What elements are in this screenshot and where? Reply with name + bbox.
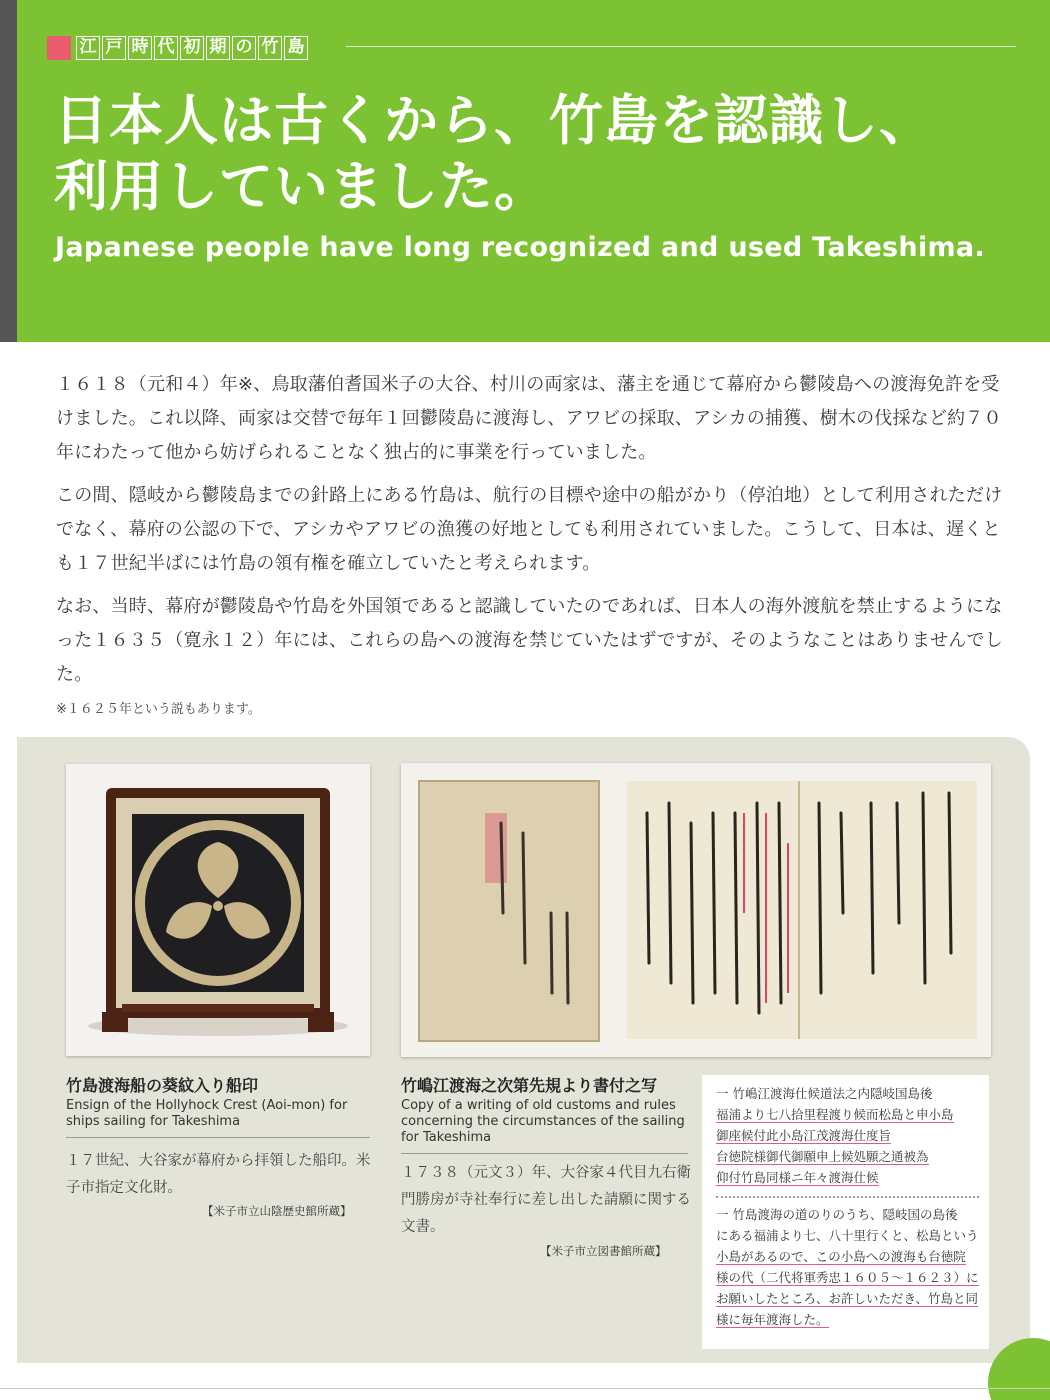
transcript-modern-line: 様の代（二代将軍秀忠１６０５〜１６２３）に <box>716 1270 979 1285</box>
transcript-original-line: 福浦より七八拾里程渡り候而松島と申小島 <box>716 1107 954 1122</box>
body-paragraph-3: なお、当時、幕府が鬱陵島や竹島を外国領であると認識していたのであれば、日本人の海外渡航を禁止するようになった１６３５（寛永１２）年には、これらの島への渡海を禁じていたはずですが、そのようなことはありませんでした。 <box>56 596 1003 685</box>
figure-right-rule <box>401 1153 688 1154</box>
transcript-original-line: 仰付竹島同様ニ年々渡海仕候 <box>716 1170 879 1185</box>
bottom-rule <box>0 1388 1050 1389</box>
figure-left-description: １７世紀、大谷家が幕府から拝領した船印。米子市指定文化財。 <box>66 1153 371 1196</box>
section-tag-char: 時 <box>128 36 152 60</box>
transcript-modern-line: にある福浦より七、八十里行くと、松島という <box>716 1228 979 1243</box>
transcript-original-line: 台徳院様御代御願申上候処願之通被為 <box>716 1149 929 1164</box>
section-tag-char: の <box>232 36 256 60</box>
document-illustration <box>401 763 991 1057</box>
section-tag <box>47 36 308 60</box>
body-paragraph-2: この間、隠岐から鬱陵島までの針路上にある竹島は、航行の目標や途中の船がかり（停泊地）として利用されただけでなく、幕府の公認の下で、アシカやアワビの漁獲の好地としても利用されていました。こうして、日本は、遅くとも１７世紀半ばには竹島の領有権を確立していたと考えられます。 <box>56 485 1003 574</box>
header-banner <box>0 0 1050 342</box>
transcript-modern-line: 様に毎年渡海した。 <box>716 1312 829 1327</box>
section-tag-char: 代 <box>154 36 178 60</box>
ensign-photo <box>66 764 370 1056</box>
figure-left-title-en: Ensign of the Hollyhock Crest (Aoi-mon) for ships sailing for Takeshima <box>66 1098 348 1129</box>
section-tag-char: 竹 <box>258 36 282 60</box>
transcript-modern-line: お願いしたところ、お許しいただき、竹島と同 <box>716 1291 979 1306</box>
figure-right-source: 【米子市立図書館所蔵】 <box>540 1244 667 1258</box>
figure-left-rule <box>66 1137 370 1138</box>
section-tag-char: 島 <box>284 36 308 60</box>
ensign-illustration <box>66 764 370 1056</box>
transcript-box <box>702 1075 989 1349</box>
section-tag-char: 期 <box>206 36 230 60</box>
transcript-divider <box>716 1196 979 1198</box>
section-tag-rule <box>346 46 1016 47</box>
figure-right-title-en: Copy of a writing of old customs and rules concerning the circumstances of the sailing for Takeshima <box>401 1098 685 1145</box>
section-tag-char: 江 <box>76 36 100 60</box>
figure-right-title: 竹嶋江渡海之次第先規より書付之写 <box>401 1076 658 1095</box>
page-title-jp <box>54 88 934 220</box>
body-paragraph-1: １６１８（元和４）年※、鳥取藩伯耆国米子の大谷、村川の両家は、藩主を通じて幕府から鬱陵島への渡海免許を受けました。これ以降、両家は交替で毎年１回鬱陵島に渡海し、アワビの採取、アシカの捕獲、樹木の伐採など約７０年にわたって他から妨げられることなく独占的に事業を行っていました。 <box>56 374 1002 463</box>
section-tag-char: 初 <box>180 36 204 60</box>
footnote: ※１６２５年という説もあります。 <box>56 702 261 717</box>
page-title-line-2: 利用していました。 <box>54 155 549 218</box>
transcript-modern-line: 小島があるので、この小島への渡海も台徳院 <box>716 1249 966 1264</box>
figure-left-source: 【米子市立山陰歴史館所蔵】 <box>202 1204 352 1218</box>
figure-left-title: 竹島渡海船の葵紋入り船印 <box>66 1076 259 1095</box>
figure-right-description: １７３８（元文３）年、大谷家４代目九右衛門勝房が寺社奉行に差し出した請願に関する文書。 <box>401 1165 691 1235</box>
page-title-en: Japanese people have long recognized and used Takeshima. <box>55 232 986 263</box>
document-photo <box>401 763 991 1057</box>
transcript-original-line: 一 竹嶋江渡海仕候道法之内隠岐国島後 <box>716 1086 933 1101</box>
body-text <box>56 368 1016 701</box>
section-tag-char: 戸 <box>102 36 126 60</box>
page-title-line-1: 日本人は古くから、竹島を認識し、 <box>54 89 934 152</box>
section-tag-marker <box>47 36 71 60</box>
transcript-original-line: 御座候付此小島江茂渡海仕度旨 <box>716 1128 892 1143</box>
transcript-modern-line: 一 竹島渡海の道のりのうち、隠岐国の島後 <box>716 1207 958 1222</box>
header-edge-bar <box>0 0 17 342</box>
